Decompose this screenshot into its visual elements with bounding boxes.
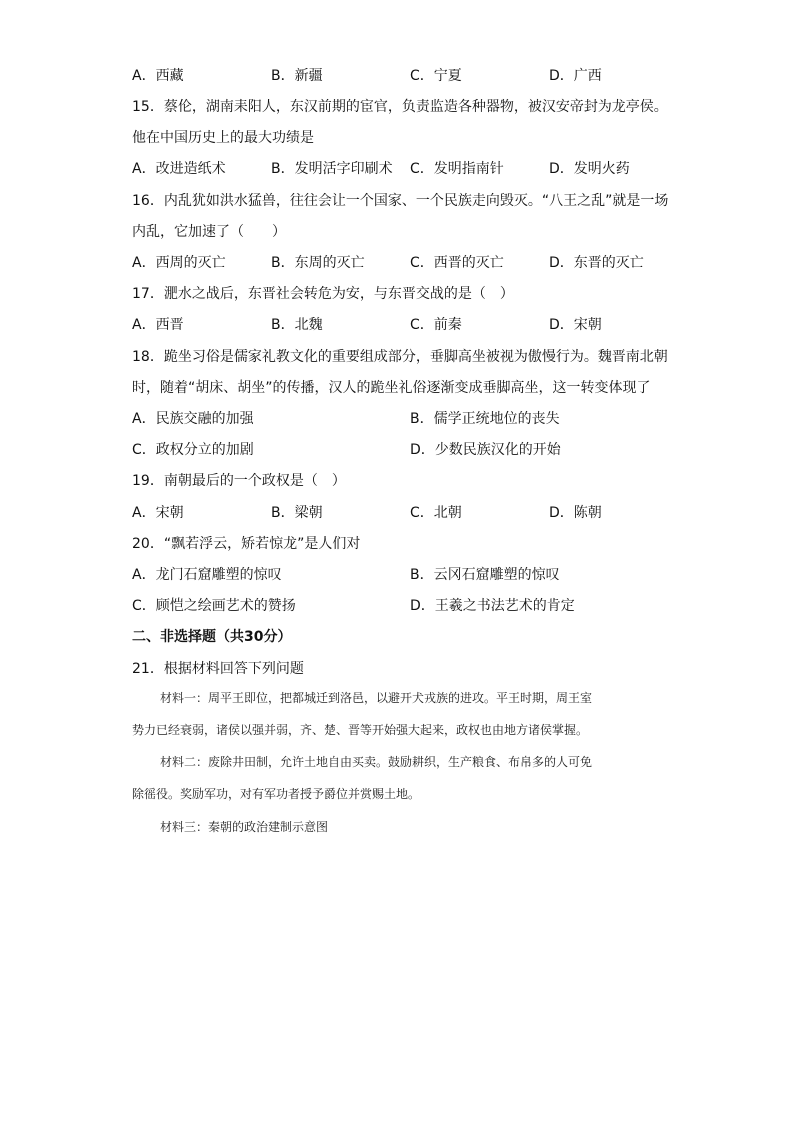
q19-option-a[interactable]: A．宋朝 [132,505,184,521]
q18-options-row2 [132,440,692,460]
q16-option-d[interactable]: D．东晋的灭亡 [549,255,644,271]
q20-options-row1 [132,565,692,585]
q14-option-c[interactable]: C．宁夏 [410,68,462,84]
q18-option-a[interactable]: A．民族交融的加强 [132,411,254,427]
material2-line2: 除徭役。奖励军功，对有军功者授予爵位并赏赐土地。 [132,787,421,801]
q15-option-d[interactable]: D．发明火药 [549,161,630,177]
q15-option-a[interactable]: A．改进造纸术 [132,161,226,177]
q18-option-c[interactable]: C．政权分立的加剧 [132,442,254,458]
q19-options [132,503,692,523]
q21-stem-line1: 21．根据材料回答下列问题 [132,661,304,677]
q17-options [132,315,692,335]
q15-option-c[interactable]: C．发明指南针 [410,161,504,177]
q16-stem-line1: 16．内乱犹如洪水猛兽，往往会让一个国家、一个民族走向毁灭。“八王之乱”就是一场 [132,193,669,209]
material1-line1: 材料一：周平王即位，把都城迁到洛邑，以避开犬戎族的进攻。平王时期，周王室 [160,691,593,705]
q19-option-d[interactable]: D．陈朝 [549,505,602,521]
q19-option-c[interactable]: C．北朝 [410,505,462,521]
q21-material-2 [132,752,672,804]
q19-stem-line1: 19．南朝最后的一个政权是（ ） [132,473,346,489]
material2-line1: 材料二：废除井田制，允许土地自由买卖。鼓励耕织，生产粮食、布帛多的人可免 [160,755,593,769]
section-title: 二、非选择题（共30分） [132,629,292,645]
q14-option-a[interactable]: A．西藏 [132,68,184,84]
q14-options [132,66,692,86]
q15-stem-line2: 他在中国历史上的最大功绩是 [132,130,314,146]
q17-option-b[interactable]: B．北魏 [271,317,323,333]
q14-option-b[interactable]: B．新疆 [271,68,323,84]
q16-option-c[interactable]: C．西晋的灭亡 [410,255,504,271]
q20-option-a[interactable]: A．龙门石窟雕塑的惊叹 [132,567,282,583]
q18-options-row1 [132,409,692,429]
material3-line1: 材料三：秦朝的政治建制示意图 [160,820,329,834]
q20-option-d[interactable]: D．王羲之书法艺术的肯定 [410,598,575,614]
q20-option-c[interactable]: C．顾恺之绘画艺术的赞扬 [132,598,296,614]
material1-line2: 势力已经衰弱，诸侯以强并弱，齐、楚、晋等开始强大起来，政权也由地方诸侯掌握。 [132,723,589,737]
q21-material-3 [132,817,672,837]
q20-options-row2 [132,596,692,616]
q16-option-a[interactable]: A．西周的灭亡 [132,255,226,271]
q16-options [132,253,692,273]
q19-option-b[interactable]: B．梁朝 [271,505,323,521]
q15-option-b[interactable]: B．发明活字印刷术 [271,161,393,177]
q16-option-b[interactable]: B．东周的灭亡 [271,255,365,271]
q18-option-d[interactable]: D．少数民族汉化的开始 [410,442,561,458]
q20-option-b[interactable]: B．云冈石窟雕塑的惊叹 [410,567,560,583]
q21-material-1 [132,688,672,740]
q17-option-c[interactable]: C．前秦 [410,317,462,333]
q18-stem-line2: 时，随着“胡床、胡坐”的传播，汉人的跪坐礼俗逐渐变成垂脚高坐，这一转变体现了 [132,380,651,396]
q17-option-a[interactable]: A．西晋 [132,317,184,333]
q18-stem-line1: 18．跪坐习俗是儒家礼教文化的重要组成部分，垂脚高坐被视为傲慢行为。魏晋南北朝 [132,349,668,365]
q15-stem-line1: 15．蔡伦，湖南耒阳人，东汉前期的宦官，负责监造各种器物，被汉安帝封为龙亭侯。 [132,99,668,115]
q18-option-b[interactable]: B．儒学正统地位的丧失 [410,411,560,427]
q20-stem-line1: 20．“飘若浮云，矫若惊龙”是人们对 [132,536,361,552]
q15-options [132,159,692,179]
q14-option-d[interactable]: D．广西 [549,68,602,84]
q17-option-d[interactable]: D．宋朝 [549,317,602,333]
q17-stem-line1: 17．淝水之战后，东晋社会转危为安，与东晋交战的是（ ） [132,286,514,302]
q16-stem-line2: 内乱，它加速了（ ） [132,224,286,240]
